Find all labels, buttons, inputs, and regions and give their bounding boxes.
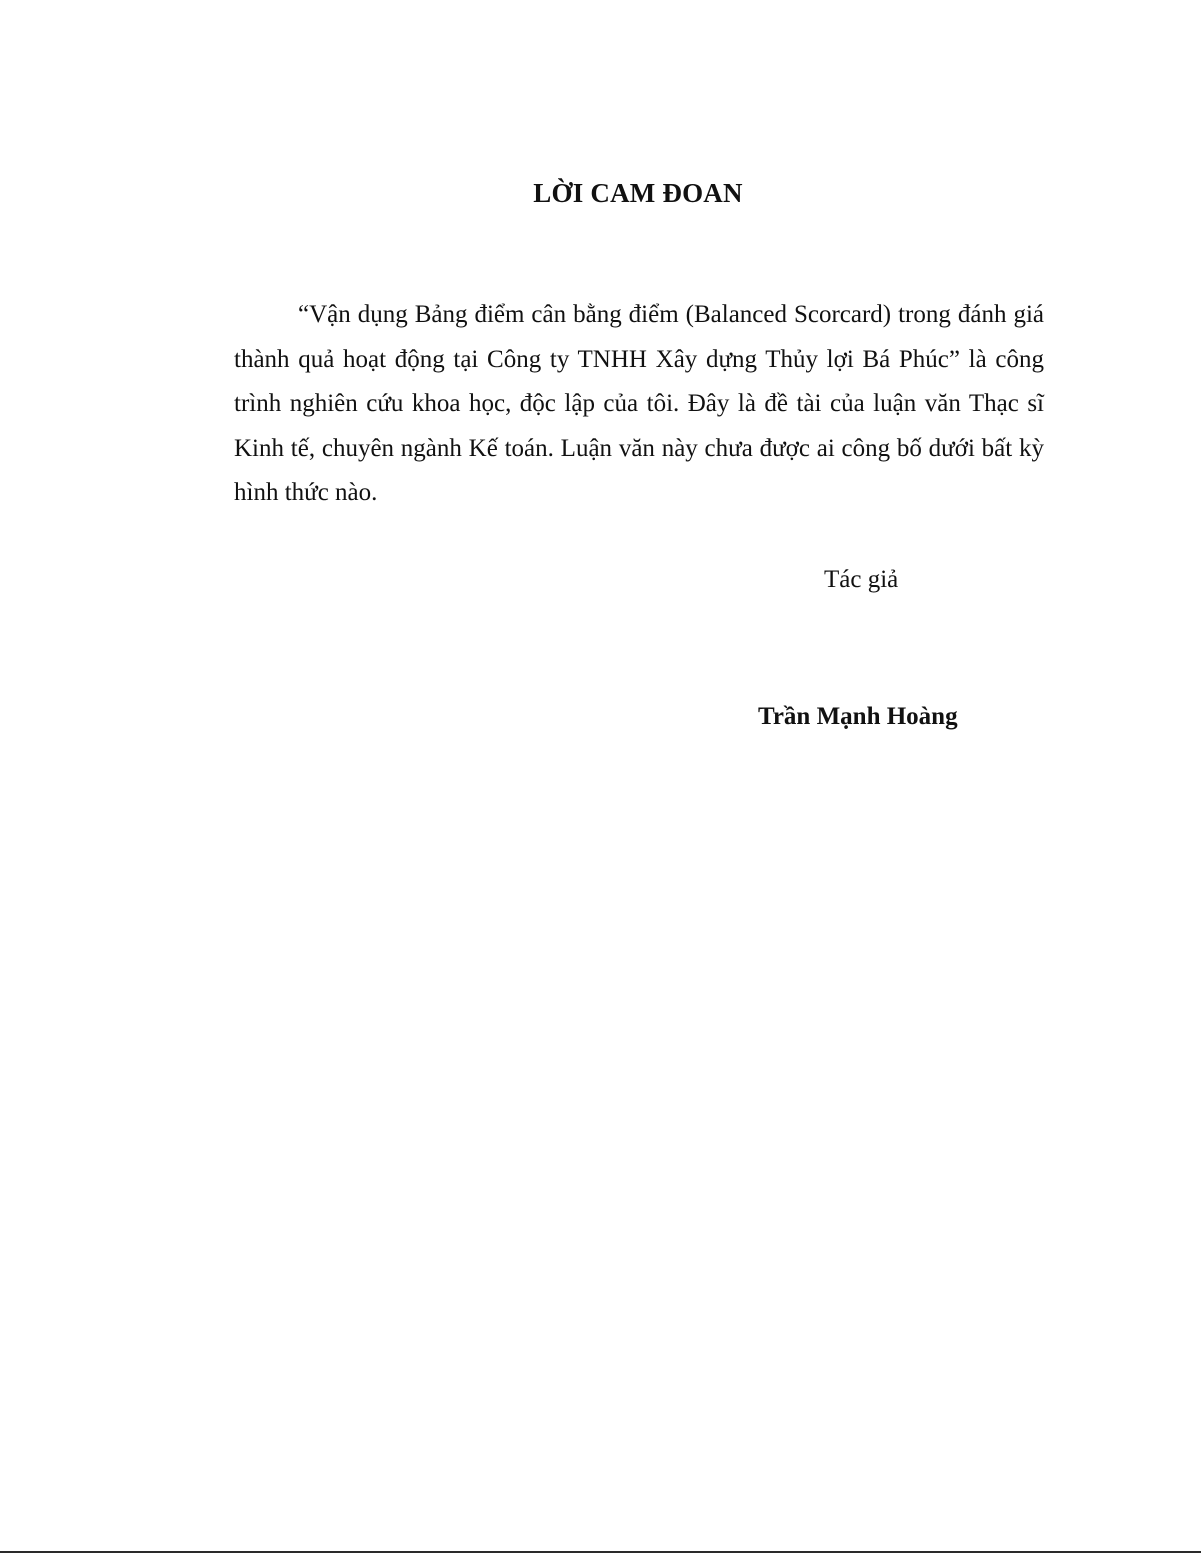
page-bottom-rule <box>0 1551 1201 1553</box>
page-title: LỜI CAM ĐOAN <box>533 178 743 208</box>
declaration-paragraph: “Vận dụng Bảng điểm cân bằng điểm (Balanced Scorcard) trong đánh giá thành quả hoạt động tại Công ty TNHH Xây dựng Thủy lợi Bá Phúc” là công trình nghiên cứu khoa học, độc lập của tôi. Đây là đề tài của luận văn Thạc sĩ Kinh tế, chuyên ngành Kế toán. Luận văn này chưa được ai công bố dưới bất kỳ hình thức nào. <box>234 301 1044 507</box>
author-name: Trần Mạnh Hoàng <box>758 703 958 730</box>
author-role-label: Tác giả <box>824 566 899 593</box>
